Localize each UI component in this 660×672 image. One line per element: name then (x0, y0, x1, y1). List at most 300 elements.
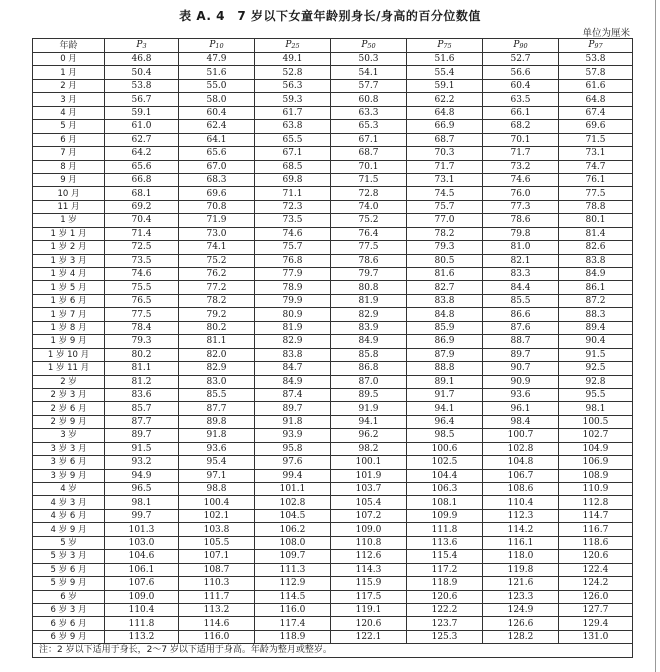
value-cell: 76.4 (331, 227, 407, 240)
value-cell: 84.9 (559, 268, 633, 281)
value-cell: 84.9 (331, 335, 407, 348)
table-row (33, 563, 633, 576)
header-p-number: 75 (443, 42, 452, 50)
value-cell: 105.4 (331, 496, 407, 509)
table-body (33, 53, 633, 644)
value-cell: 102.5 (407, 456, 483, 469)
table-row (33, 388, 633, 401)
value-cell: 106.7 (483, 469, 559, 482)
percentile-table (32, 38, 633, 658)
value-cell: 89.7 (255, 402, 331, 415)
value-cell: 98.8 (179, 483, 255, 496)
value-cell: 80.1 (559, 214, 633, 227)
value-cell: 80.9 (255, 308, 331, 321)
age-cell: 10 月 (33, 187, 105, 200)
value-cell: 87.0 (331, 375, 407, 388)
value-cell: 84.7 (255, 362, 331, 375)
table-row (33, 469, 633, 482)
value-cell: 59.3 (255, 93, 331, 106)
value-cell: 73.1 (407, 173, 483, 186)
value-cell: 70.1 (483, 133, 559, 146)
header-percentile (483, 39, 559, 53)
header-percentile (105, 39, 179, 53)
value-cell: 71.7 (483, 147, 559, 160)
table-row (33, 496, 633, 509)
value-cell: 118.0 (483, 550, 559, 563)
value-cell: 102.8 (255, 496, 331, 509)
value-cell: 72.8 (331, 187, 407, 200)
table-row (33, 254, 633, 267)
value-cell: 116.0 (255, 603, 331, 616)
value-cell: 104.4 (407, 469, 483, 482)
table-row (33, 321, 633, 334)
value-cell: 82.9 (255, 335, 331, 348)
value-cell: 108.7 (179, 563, 255, 576)
table-row (33, 120, 633, 133)
value-cell: 93.2 (105, 456, 179, 469)
age-cell: 4 月 (33, 106, 105, 119)
age-cell: 0 月 (33, 53, 105, 66)
value-cell: 78.6 (483, 214, 559, 227)
value-cell: 118.9 (255, 630, 331, 643)
value-cell: 77.5 (105, 308, 179, 321)
header-p-number: 3 (142, 42, 147, 50)
value-cell: 87.2 (559, 294, 633, 307)
value-cell: 109.7 (255, 550, 331, 563)
table-row (33, 79, 633, 92)
value-cell: 106.1 (105, 563, 179, 576)
value-cell: 89.1 (407, 375, 483, 388)
value-cell: 67.4 (559, 106, 633, 119)
note-row (33, 644, 633, 657)
value-cell: 90.9 (483, 375, 559, 388)
value-cell: 93.6 (483, 388, 559, 401)
value-cell: 87.6 (483, 321, 559, 334)
header-p-symbol: P (285, 40, 292, 50)
value-cell: 95.4 (179, 456, 255, 469)
value-cell: 83.3 (483, 268, 559, 281)
value-cell: 66.9 (407, 120, 483, 133)
value-cell: 70.8 (179, 200, 255, 213)
value-cell: 65.6 (179, 147, 255, 160)
value-cell: 69.6 (179, 187, 255, 200)
value-cell: 116.0 (179, 630, 255, 643)
value-cell: 78.6 (331, 254, 407, 267)
value-cell: 80.8 (331, 281, 407, 294)
value-cell: 65.3 (331, 120, 407, 133)
value-cell: 78.8 (559, 200, 633, 213)
value-cell: 92.5 (559, 362, 633, 375)
value-cell: 77.5 (559, 187, 633, 200)
value-cell: 64.8 (559, 93, 633, 106)
value-cell: 75.2 (179, 254, 255, 267)
value-cell: 59.1 (105, 106, 179, 119)
value-cell: 91.8 (179, 429, 255, 442)
value-cell: 99.7 (105, 509, 179, 522)
age-cell: 1 岁 9 月 (33, 335, 105, 348)
table-row (33, 335, 633, 348)
value-cell: 107.1 (179, 550, 255, 563)
value-cell: 114.2 (483, 523, 559, 536)
value-cell: 106.2 (255, 523, 331, 536)
value-cell: 95.5 (559, 388, 633, 401)
value-cell: 68.3 (179, 173, 255, 186)
value-cell: 78.4 (105, 321, 179, 334)
value-cell: 97.6 (255, 456, 331, 469)
value-cell: 94.9 (105, 469, 179, 482)
value-cell: 77.0 (407, 214, 483, 227)
value-cell: 89.7 (105, 429, 179, 442)
table-row (33, 147, 633, 160)
value-cell: 116.7 (559, 523, 633, 536)
value-cell: 56.3 (255, 79, 331, 92)
value-cell: 51.6 (407, 53, 483, 66)
value-cell: 60.8 (331, 93, 407, 106)
value-cell: 109.0 (331, 523, 407, 536)
value-cell: 86.6 (483, 308, 559, 321)
value-cell: 81.0 (483, 241, 559, 254)
value-cell: 102.8 (483, 442, 559, 455)
table-row (33, 53, 633, 66)
header-p-symbol: P (136, 40, 143, 50)
table-row (33, 415, 633, 428)
table-row (33, 456, 633, 469)
header-p-number: 90 (519, 42, 528, 50)
value-cell: 101.9 (331, 469, 407, 482)
table-row (33, 483, 633, 496)
value-cell: 90.7 (483, 362, 559, 375)
value-cell: 96.4 (407, 415, 483, 428)
value-cell: 46.8 (105, 53, 179, 66)
value-cell: 85.8 (331, 348, 407, 361)
value-cell: 120.6 (559, 550, 633, 563)
value-cell: 71.4 (105, 227, 179, 240)
value-cell: 65.6 (105, 160, 179, 173)
value-cell: 76.0 (483, 187, 559, 200)
age-cell: 1 岁 7 月 (33, 308, 105, 321)
value-cell: 67.1 (255, 147, 331, 160)
value-cell: 91.7 (407, 388, 483, 401)
age-cell: 6 岁 6 月 (33, 617, 105, 630)
value-cell: 89.8 (179, 415, 255, 428)
table-row (33, 362, 633, 375)
value-cell: 57.7 (331, 79, 407, 92)
value-cell: 73.5 (105, 254, 179, 267)
value-cell: 62.7 (105, 133, 179, 146)
age-cell: 3 岁 (33, 429, 105, 442)
value-cell: 74.0 (331, 200, 407, 213)
value-cell: 108.9 (559, 469, 633, 482)
value-cell: 87.7 (179, 402, 255, 415)
value-cell: 85.9 (407, 321, 483, 334)
value-cell: 95.8 (255, 442, 331, 455)
value-cell: 69.8 (255, 173, 331, 186)
value-cell: 125.3 (407, 630, 483, 643)
header-p-number: 97 (594, 42, 603, 50)
value-cell: 74.7 (559, 160, 633, 173)
age-cell: 6 岁 3 月 (33, 603, 105, 616)
value-cell: 111.7 (179, 590, 255, 603)
age-cell: 1 岁 2 月 (33, 241, 105, 254)
value-cell: 89.5 (331, 388, 407, 401)
value-cell: 50.4 (105, 66, 179, 79)
value-cell: 73.1 (559, 147, 633, 160)
value-cell: 85.5 (179, 388, 255, 401)
value-cell: 71.1 (255, 187, 331, 200)
value-cell: 56.6 (483, 66, 559, 79)
value-cell: 104.8 (483, 456, 559, 469)
value-cell: 67.0 (179, 160, 255, 173)
value-cell: 79.3 (105, 335, 179, 348)
value-cell: 112.6 (331, 550, 407, 563)
value-cell: 81.1 (105, 362, 179, 375)
value-cell: 85.7 (105, 402, 179, 415)
value-cell: 84.4 (483, 281, 559, 294)
value-cell: 64.8 (407, 106, 483, 119)
value-cell: 118.9 (407, 577, 483, 590)
table-row (33, 630, 633, 643)
value-cell: 109.9 (407, 509, 483, 522)
age-cell: 5 岁 3 月 (33, 550, 105, 563)
value-cell: 100.4 (179, 496, 255, 509)
value-cell: 118.6 (559, 536, 633, 549)
age-cell: 6 岁 (33, 590, 105, 603)
value-cell: 87.4 (255, 388, 331, 401)
value-cell: 83.8 (559, 254, 633, 267)
value-cell: 76.2 (179, 268, 255, 281)
value-cell: 102.7 (559, 429, 633, 442)
table-row (33, 187, 633, 200)
value-cell: 122.4 (559, 563, 633, 576)
value-cell: 103.7 (331, 483, 407, 496)
value-cell: 96.5 (105, 483, 179, 496)
value-cell: 73.5 (255, 214, 331, 227)
table-row (33, 173, 633, 186)
value-cell: 79.2 (179, 308, 255, 321)
value-cell: 62.2 (407, 93, 483, 106)
value-cell: 75.7 (255, 241, 331, 254)
value-cell: 123.7 (407, 617, 483, 630)
value-cell: 101.1 (255, 483, 331, 496)
value-cell: 66.8 (105, 173, 179, 186)
table-row (33, 281, 633, 294)
value-cell: 88.8 (407, 362, 483, 375)
age-cell: 1 岁 11 月 (33, 362, 105, 375)
value-cell: 106.9 (559, 456, 633, 469)
header-percentile (331, 39, 407, 53)
age-cell: 3 岁 6 月 (33, 456, 105, 469)
value-cell: 77.5 (331, 241, 407, 254)
value-cell: 60.4 (179, 106, 255, 119)
value-cell: 77.2 (179, 281, 255, 294)
header-p-symbol: P (361, 40, 368, 50)
value-cell: 80.2 (179, 321, 255, 334)
age-cell: 2 岁 3 月 (33, 388, 105, 401)
value-cell: 85.5 (483, 294, 559, 307)
value-cell: 104.9 (559, 442, 633, 455)
value-cell: 110.4 (483, 496, 559, 509)
value-cell: 129.4 (559, 617, 633, 630)
value-cell: 93.6 (179, 442, 255, 455)
table-header (33, 39, 633, 53)
value-cell: 79.3 (407, 241, 483, 254)
value-cell: 108.1 (407, 496, 483, 509)
value-cell: 75.5 (105, 281, 179, 294)
value-cell: 72.5 (105, 241, 179, 254)
age-cell: 1 月 (33, 66, 105, 79)
age-cell: 4 岁 9 月 (33, 523, 105, 536)
value-cell: 107.2 (331, 509, 407, 522)
table-row (33, 617, 633, 630)
value-cell: 112.9 (255, 577, 331, 590)
value-cell: 79.9 (255, 294, 331, 307)
value-cell: 81.2 (105, 375, 179, 388)
value-cell: 98.4 (483, 415, 559, 428)
value-cell: 124.9 (483, 603, 559, 616)
value-cell: 91.5 (559, 348, 633, 361)
header-percentile (559, 39, 633, 53)
value-cell: 131.0 (559, 630, 633, 643)
table-row (33, 536, 633, 549)
age-cell: 8 月 (33, 160, 105, 173)
header-percentile (407, 39, 483, 53)
value-cell: 122.2 (407, 603, 483, 616)
value-cell: 114.7 (559, 509, 633, 522)
value-cell: 70.3 (407, 147, 483, 160)
value-cell: 68.7 (331, 147, 407, 160)
value-cell: 86.1 (559, 281, 633, 294)
value-cell: 63.5 (483, 93, 559, 106)
header-age: 年龄 (33, 39, 105, 53)
value-cell: 82.9 (331, 308, 407, 321)
table-row (33, 160, 633, 173)
value-cell: 65.5 (255, 133, 331, 146)
value-cell: 127.7 (559, 603, 633, 616)
value-cell: 56.7 (105, 93, 179, 106)
page-edge-line (655, 0, 656, 672)
age-cell: 4 岁 3 月 (33, 496, 105, 509)
value-cell: 100.1 (331, 456, 407, 469)
age-cell: 7 月 (33, 147, 105, 160)
value-cell: 55.0 (179, 79, 255, 92)
value-cell: 111.8 (105, 617, 179, 630)
table-row (33, 214, 633, 227)
header-percentile (255, 39, 331, 53)
value-cell: 77.3 (483, 200, 559, 213)
age-cell: 1 岁 6 月 (33, 294, 105, 307)
value-cell: 87.7 (105, 415, 179, 428)
value-cell: 97.1 (179, 469, 255, 482)
header-p-number: 50 (367, 42, 376, 50)
table-row (33, 133, 633, 146)
value-cell: 98.5 (407, 429, 483, 442)
table-row (33, 590, 633, 603)
value-cell: 110.4 (105, 603, 179, 616)
value-cell: 68.1 (105, 187, 179, 200)
value-cell: 66.1 (483, 106, 559, 119)
table-row (33, 200, 633, 213)
table-row (33, 66, 633, 79)
value-cell: 89.4 (559, 321, 633, 334)
value-cell: 88.7 (483, 335, 559, 348)
value-cell: 81.9 (255, 321, 331, 334)
value-cell: 114.3 (331, 563, 407, 576)
value-cell: 79.7 (331, 268, 407, 281)
age-cell: 5 月 (33, 120, 105, 133)
table-note: 注：2 岁以下适用于身长，2～7 岁以下适用于身高。年龄为整月或整岁。 (33, 644, 633, 657)
value-cell: 117.5 (331, 590, 407, 603)
age-cell: 6 岁 9 月 (33, 630, 105, 643)
table-row (33, 577, 633, 590)
value-cell: 57.8 (559, 66, 633, 79)
header-p-symbol: P (209, 40, 216, 50)
value-cell: 92.8 (559, 375, 633, 388)
value-cell: 107.6 (105, 577, 179, 590)
value-cell: 54.1 (331, 66, 407, 79)
value-cell: 72.3 (255, 200, 331, 213)
value-cell: 96.1 (483, 402, 559, 415)
table-row (33, 308, 633, 321)
table-row (33, 603, 633, 616)
value-cell: 79.8 (483, 227, 559, 240)
age-cell: 3 月 (33, 93, 105, 106)
value-cell: 119.8 (483, 563, 559, 576)
age-cell: 6 月 (33, 133, 105, 146)
header-p-symbol: P (437, 40, 444, 50)
table-row (33, 268, 633, 281)
value-cell: 53.8 (559, 53, 633, 66)
value-cell: 128.2 (483, 630, 559, 643)
value-cell: 60.4 (483, 79, 559, 92)
age-cell: 5 岁 9 月 (33, 577, 105, 590)
value-cell: 108.0 (255, 536, 331, 549)
table-row (33, 509, 633, 522)
table-row (33, 93, 633, 106)
value-cell: 78.2 (407, 227, 483, 240)
value-cell: 74.1 (179, 241, 255, 254)
value-cell: 126.6 (483, 617, 559, 630)
value-cell: 113.2 (105, 630, 179, 643)
value-cell: 106.3 (407, 483, 483, 496)
value-cell: 68.5 (255, 160, 331, 173)
value-cell: 81.6 (407, 268, 483, 281)
value-cell: 103.8 (179, 523, 255, 536)
value-cell: 102.1 (179, 509, 255, 522)
value-cell: 119.1 (331, 603, 407, 616)
age-cell: 3 岁 9 月 (33, 469, 105, 482)
value-cell: 115.4 (407, 550, 483, 563)
value-cell: 78.2 (179, 294, 255, 307)
value-cell: 64.2 (105, 147, 179, 160)
value-cell: 122.1 (331, 630, 407, 643)
value-cell: 67.1 (331, 133, 407, 146)
value-cell: 124.2 (559, 577, 633, 590)
value-cell: 91.8 (255, 415, 331, 428)
value-cell: 86.9 (407, 335, 483, 348)
value-cell: 52.7 (483, 53, 559, 66)
value-cell: 83.6 (105, 388, 179, 401)
table-row (33, 402, 633, 415)
value-cell: 80.2 (105, 348, 179, 361)
value-cell: 52.8 (255, 66, 331, 79)
age-cell: 2 月 (33, 79, 105, 92)
value-cell: 115.9 (331, 577, 407, 590)
value-cell: 71.5 (559, 133, 633, 146)
value-cell: 98.1 (559, 402, 633, 415)
table-row (33, 523, 633, 536)
header-p-symbol: P (513, 40, 520, 50)
value-cell: 108.6 (483, 483, 559, 496)
